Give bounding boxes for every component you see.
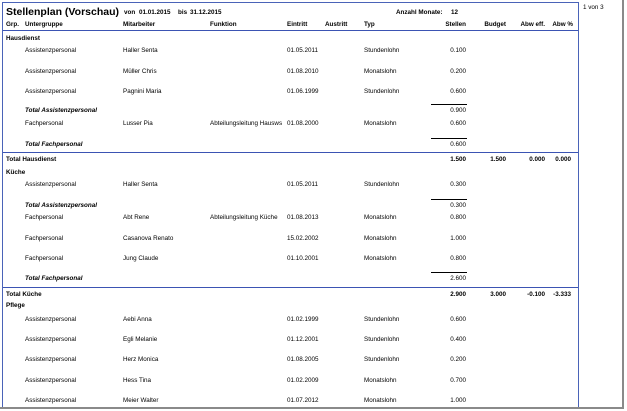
- von-label: von: [124, 9, 136, 16]
- col-funktion: Funktion: [210, 21, 237, 28]
- cell-mitarbeiter: Müller Chris: [123, 68, 157, 75]
- cell-stellen: 0.200: [450, 356, 466, 363]
- bis-date: 31.12.2015: [190, 9, 222, 16]
- cell-eintritt: 01.08.2013: [287, 214, 319, 221]
- subtotal-label: Total Assistenzpersonal: [25, 107, 97, 114]
- group-total-label: Total Hausdienst: [6, 156, 57, 163]
- col-abw-eff: Abw eff.: [520, 21, 545, 28]
- group-heading: Pflege: [6, 302, 25, 309]
- cell-mitarbeiter: Aebi Anna: [123, 316, 152, 323]
- cell-typ: Monatslohn: [364, 68, 397, 75]
- col-austritt: Austritt: [325, 21, 348, 28]
- group-total-label: Total Küche: [6, 291, 42, 298]
- cell-stellen: 0.800: [450, 214, 466, 221]
- cell-untergruppe: Assistenzpersonal: [25, 316, 77, 323]
- cell-stellen: 0.800: [450, 255, 466, 262]
- cell-eintritt: 01.10.2001: [287, 255, 319, 262]
- anzahl-monate-label: Anzahl Monate:: [396, 9, 443, 16]
- cell-untergruppe: Assistenzpersonal: [25, 397, 77, 404]
- cell-eintritt: 01.02.1999: [287, 316, 319, 323]
- total-stellen: 2.900: [450, 291, 466, 298]
- cell-mitarbeiter: Herz Monica: [123, 356, 159, 363]
- cell-untergruppe: Assistenzpersonal: [25, 356, 77, 363]
- cell-typ: Stundenlohn: [364, 88, 400, 95]
- cell-stellen: 0.400: [450, 336, 466, 343]
- cell-mitarbeiter: Pagnini Maria: [123, 88, 162, 95]
- subtotal-label: Total Fachpersonal: [25, 275, 83, 282]
- page-indicator: 1 von 3: [583, 4, 604, 11]
- cell-stellen: 1.000: [450, 235, 466, 242]
- cell-typ: Stundenlohn: [364, 316, 400, 323]
- col-typ: Typ: [364, 21, 375, 28]
- cell-eintritt: 01.12.2001: [287, 336, 319, 343]
- total-abw-pct: 0.000: [555, 156, 571, 163]
- cell-mitarbeiter: Egli Melanie: [123, 336, 158, 343]
- total-stellen: 1.500: [450, 156, 466, 163]
- report-title: Stellenplan (Vorschau): [6, 6, 119, 18]
- cell-stellen: 0.100: [450, 47, 466, 54]
- cell-typ: Stundenlohn: [364, 356, 400, 363]
- cell-mitarbeiter: Meier Walter: [123, 397, 159, 404]
- report-page: [2, 2, 579, 409]
- cell-eintritt: 01.05.2011: [287, 47, 319, 54]
- cell-stellen: 0.700: [450, 377, 466, 384]
- cell-typ: Monatslohn: [364, 214, 397, 221]
- subtotal-stellen: 0.300: [450, 202, 466, 209]
- col-untergruppe: Untergruppe: [25, 21, 63, 28]
- cell-stellen: 0.600: [450, 88, 466, 95]
- von-date: 01.01.2015: [139, 9, 171, 16]
- group-heading: Küche: [6, 169, 26, 176]
- anzahl-monate-value: 12: [451, 9, 459, 16]
- subtotal-stellen: 0.600: [450, 141, 466, 148]
- cell-mitarbeiter: Haller Senta: [123, 47, 158, 54]
- cell-untergruppe: Fachpersonal: [25, 255, 64, 262]
- cell-mitarbeiter: Abt Rene: [123, 214, 150, 221]
- cell-untergruppe: Assistenzpersonal: [25, 47, 77, 54]
- col-stellen: Stellen: [445, 21, 466, 28]
- cell-mitarbeiter: Casanova Renato: [123, 235, 174, 242]
- cell-typ: Monatslohn: [364, 377, 397, 384]
- cell-mitarbeiter: Jung Claude: [123, 255, 159, 262]
- cell-typ: Monatslohn: [364, 255, 397, 262]
- cell-untergruppe: Assistenzpersonal: [25, 336, 77, 343]
- cell-typ: Monatslohn: [364, 397, 397, 404]
- group-separator: [3, 287, 579, 288]
- bis-label: bis: [178, 9, 188, 16]
- cell-typ: Stundenlohn: [364, 336, 400, 343]
- cell-untergruppe: Fachpersonal: [25, 214, 64, 221]
- group-heading: Hausdienst: [6, 35, 40, 42]
- cell-eintritt: 15.02.2002: [287, 235, 319, 242]
- total-budget: 3.000: [490, 291, 506, 298]
- cell-mitarbeiter: Lusser Pia: [123, 120, 153, 127]
- subtotal-stellen: 2.600: [450, 275, 466, 282]
- col-abw-pct: Abw %: [552, 21, 573, 28]
- cell-eintritt: 01.08.2010: [287, 68, 319, 75]
- cell-eintritt: 01.02.2009: [287, 377, 319, 384]
- subtotal-rule: [431, 138, 467, 139]
- col-mitarbeiter: Mitarbeiter: [123, 21, 156, 28]
- cell-untergruppe: Fachpersonal: [25, 120, 64, 127]
- cell-typ: Stundenlohn: [364, 47, 400, 54]
- cell-stellen: 0.200: [450, 68, 466, 75]
- header-separator: [3, 30, 579, 31]
- cell-eintritt: 01.06.1999: [287, 88, 319, 95]
- cell-stellen: 1.000: [450, 397, 466, 404]
- subtotal-stellen: 0.900: [450, 107, 466, 114]
- cell-untergruppe: Assistenzpersonal: [25, 377, 77, 384]
- col-eintritt: Eintritt: [287, 21, 308, 28]
- cell-untergruppe: Assistenzpersonal: [25, 88, 77, 95]
- group-separator: [3, 152, 579, 153]
- subtotal-label: Total Fachpersonal: [25, 141, 83, 148]
- col-grp: Grp.: [6, 21, 19, 28]
- cell-stellen: 0.300: [450, 181, 466, 188]
- total-abw-eff: 0.000: [529, 156, 545, 163]
- subtotal-rule: [431, 272, 467, 273]
- cell-untergruppe: Assistenzpersonal: [25, 68, 77, 75]
- total-abw-pct: -3.333: [553, 291, 571, 298]
- subtotal-rule: [431, 199, 467, 200]
- cell-eintritt: 01.05.2011: [287, 181, 319, 188]
- cell-typ: Monatslohn: [364, 235, 397, 242]
- cell-mitarbeiter: Haller Senta: [123, 181, 158, 188]
- cell-mitarbeiter: Hess Tina: [123, 377, 151, 384]
- cell-stellen: 0.600: [450, 316, 466, 323]
- cell-eintritt: 01.08.2005: [287, 356, 319, 363]
- subtotal-label: Total Assistenzpersonal: [25, 202, 97, 209]
- total-abw-eff: -0.100: [527, 291, 545, 298]
- col-budget: Budget: [484, 21, 506, 28]
- cell-untergruppe: Assistenzpersonal: [25, 181, 77, 188]
- cell-eintritt: 01.08.2000: [287, 120, 319, 127]
- total-budget: 1.500: [490, 156, 506, 163]
- cell-funktion: Abteilungsleitung Küche: [210, 214, 278, 221]
- cell-untergruppe: Fachpersonal: [25, 235, 64, 242]
- cell-typ: Monatslohn: [364, 120, 397, 127]
- cell-eintritt: 01.07.2012: [287, 397, 319, 404]
- cell-typ: Stundenlohn: [364, 181, 400, 188]
- cell-funktion: Abteilungsleitung Hausws: [210, 120, 283, 127]
- subtotal-rule: [431, 104, 467, 105]
- cell-stellen: 0.600: [450, 120, 466, 127]
